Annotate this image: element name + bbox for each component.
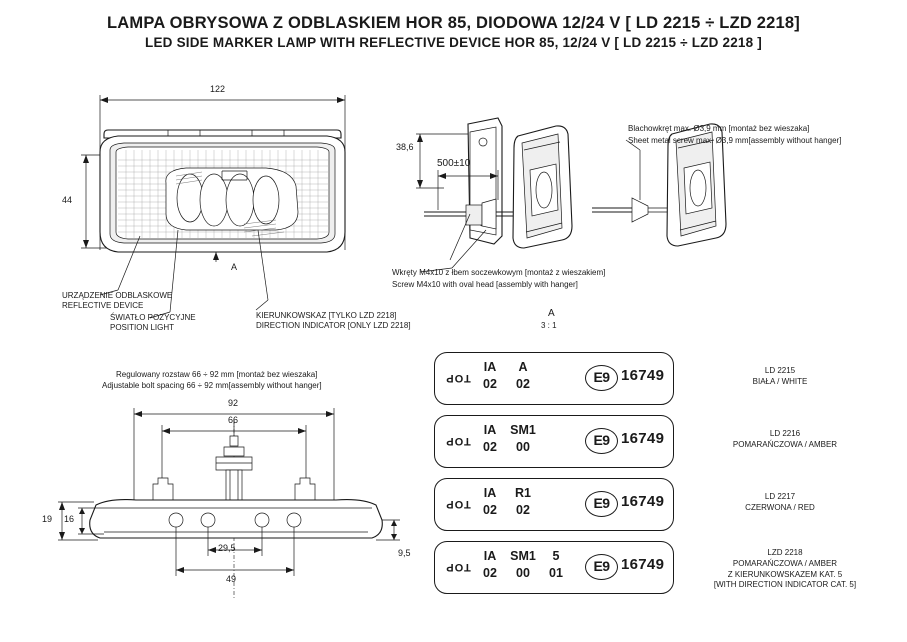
plate-caption-line1: LD 2216 [769,429,801,438]
title-english: LED SIDE MARKER LAMP WITH REFLECTIVE DEVICE HOR 85, 12/24 V [ LD 2215 ÷ LZD 2218 ] [145,35,762,50]
plate-cell [510,549,536,583]
plate-cell [477,423,503,457]
plate-cells [477,360,543,394]
note-bolt-spacing-pl: Regulowany rozstaw 66 ÷ 92 mm [montaż bez wieszaka] [116,370,318,379]
plate-cells [477,423,543,457]
plate-cell-bottom: 02 [483,566,497,580]
dim-front-height: 44 [62,195,73,205]
dim-29-5: 29,5 [218,543,236,553]
plate-cell-top: 5 [552,549,560,563]
section-mark-a: A [231,262,238,272]
dim-66: 66 [228,415,239,425]
callout-indicator-pl: KIERUNKOWSKAZ [TYLKO LZD 2218] [256,311,397,320]
approval-number: 16749 [621,430,665,447]
dim-cable-length: 500±10 [437,158,471,169]
plate-top-marking [443,551,473,585]
callout-indicator-en: DIRECTION INDICATOR [ONLY LZD 2218] [256,321,411,330]
plate-cell-top: SM1 [510,423,536,437]
dim-side-height: 38,6 [396,142,414,152]
approval-plate-ld2215 [434,352,674,405]
plate-caption-lzd2218 [680,548,890,591]
callout-reflector-en: REFLECTIVE DEVICE [62,301,144,310]
plate-top-marking [443,425,473,459]
plate-cell [477,486,503,520]
plate-cells [477,486,543,520]
e-mark-circle: E9 [585,428,618,454]
approval-plate-ld2216 [434,415,674,468]
plate-cell-top: R1 [515,486,531,500]
plate-cell-bottom: 00 [516,440,530,454]
plate-cell-bottom: 02 [483,440,497,454]
note-bolt-spacing-en: Adjustable bolt spacing 66 ÷ 92 mm[assembly without hanger] [102,381,322,390]
plate-top-label: TOP [445,372,471,384]
plate-caption-ld2217 [690,492,870,514]
plate-caption-line1: LZD 2218 [767,548,803,557]
plate-caption-line4: [WITH DIRECTION INDICATOR CAT. 5] [713,580,857,590]
title-polish: LAMPA OBRYSOWA Z ODBLASKIEM HOR 85, DIODOWA 12/24 V [ LD 2215 ÷ LZD 2218] [107,14,800,32]
e-mark-circle: E9 [585,491,618,517]
callout-position-en: POSITION LIGHT [110,323,175,332]
e-mark-circle: E9 [585,365,618,391]
approval-plate-ld2217 [434,478,674,531]
callout-bolt-en: Screw M4x10 with oval head [assembly with hanger] [392,280,578,289]
dim-49: 49 [226,574,237,584]
plate-top-marking [443,488,473,522]
dim-9-5: 9,5 [398,548,411,558]
approval-plate-lzd2218 [434,541,674,594]
section-view-scale: 3 : 1 [541,321,557,330]
plate-cell [477,360,503,394]
dim-19: 19 [42,514,53,524]
plate-cell-top: A [518,360,528,374]
approval-number: 16749 [621,367,665,384]
plate-caption-line3: Z KIERUNKOWSKAZEM KAT. 5 [727,569,843,579]
dim-16: 16 [64,514,75,524]
approval-number: 16749 [621,556,665,573]
plate-caption-ld2215 [690,366,870,388]
callout-reflector-pl: URZĄDZENIE ODBLASKOWE [62,291,173,300]
plate-cell-bottom: 02 [516,377,530,391]
e-mark-circle: E9 [585,554,618,580]
plate-cell-top: IA [483,486,497,500]
callout-bolt-pl: Wkręty M4x10 z łbem soczewkowym [montaż z wieszakiem] [392,268,606,277]
section-view-name: A [548,308,555,319]
plate-top-label: TOP [445,561,471,573]
plate-cell-bottom: 00 [516,566,530,580]
dim-front-width: 122 [210,84,226,94]
plate-cell [543,549,569,583]
plate-caption-line1: LD 2215 [764,366,796,375]
plate-cells [477,549,576,583]
plate-cell-bottom: 02 [483,377,497,391]
plate-top-label: TOP [445,435,471,447]
plate-caption-ld2216 [690,429,880,451]
plate-cell [510,360,536,394]
callout-sheet-screw-pl: Blachowkręt max. Ø3,9 mm [montaż bez wieszaka] [628,124,810,133]
plate-caption-line2: CZERWONA / RED [745,502,815,512]
plate-cell [510,486,536,520]
callout-sheet-screw-en: Sheet metal screw max. Ø3,9 mm[assembly without hanger] [628,136,842,145]
plate-caption-line1: LD 2217 [764,492,796,501]
plate-top-label: TOP [445,498,471,510]
plate-caption-line2: BIAŁA / WHITE [752,376,808,386]
plate-top-marking [443,362,473,396]
plate-caption-line2: POMARAŃCZOWA / AMBER [732,558,838,568]
plate-cell-top: IA [483,360,497,374]
plate-cell-bottom: 02 [516,503,530,517]
plate-cell-top: SM1 [510,549,536,563]
plate-cell [477,549,503,583]
plate-cell-bottom: 02 [483,503,497,517]
plate-cell-bottom: 01 [549,566,563,580]
plate-cell-top: IA [483,423,497,437]
approval-number: 16749 [621,493,665,510]
plate-cell [510,423,536,457]
callout-position-pl: ŚWIATŁO POZYCYJNE [110,313,196,322]
plate-cell-top: IA [483,549,497,563]
dim-92: 92 [228,398,239,408]
plate-caption-line2: POMARAŃCZOWA / AMBER [732,439,838,449]
